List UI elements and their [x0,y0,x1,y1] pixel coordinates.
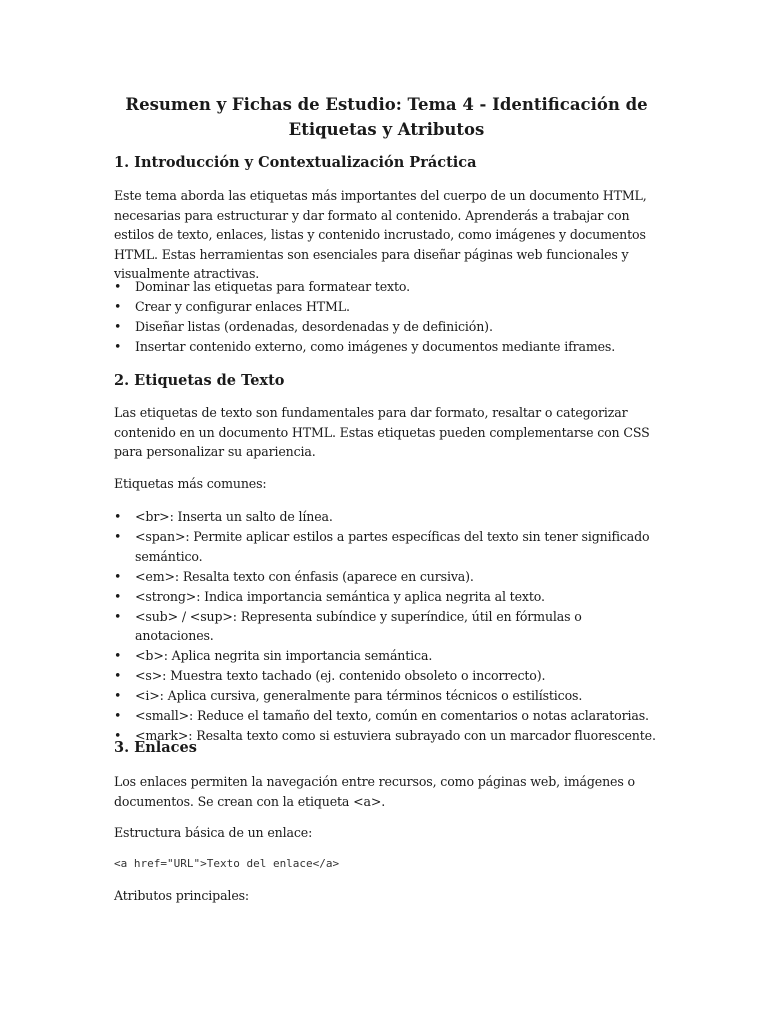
list-item: • <i>: Aplica cursiva, generalmente para términos técnicos o estilísticos. [114,686,659,706]
bullet-icon: • [114,727,122,743]
code-example: <a href="URL">Texto del enlace</a> [114,857,340,870]
list-item: • <strong>: Indica importancia semántica y aplica negrita al texto. [114,587,659,607]
bullet-icon: • [114,568,122,584]
bullet-icon: • [114,279,122,294]
document-title: Resumen y Fichas de Estudio: Tema 4 - Identificación de Etiquetas y Atributos [125,95,648,139]
bullet-icon: • [114,668,122,684]
list-item: • <span>: Permite aplicar estilos a partes específicas del texto sin tener significado semántico. [114,528,650,564]
section-heading-enlaces: 3. Enlaces [114,739,197,756]
subheading-etiquetas-comunes: Etiquetas más comunes: [114,476,267,491]
attributes-label: Atributos principales: [114,888,250,903]
list-item: • <mark>: Resalta texto como si estuviera subrayado con un marcador fluorescente. [114,726,659,746]
list-item: • <small>: Reduce el tamaño del texto, común en comentarios o notas aclaratorias. [114,706,659,726]
section-paragraph-introduccion: Este tema aborda las etiquetas más importantes del cuerpo de un documento HTML, necesarias para estructurar y dar formato al contenido. Aprenderás a trabajar con estilos de texto, enlaces, listas y contenido incrustado, como imágenes y documentos HTML. Estas herramientas son esenciales para diseñar páginas web funcionales y visualmente atractivas. [114,188,647,282]
bullet-icon: • [114,588,122,604]
bullet-icon: • [114,338,122,354]
objectives-list [114,277,659,357]
bullet-icon: • [114,509,122,524]
bullet-icon: • [114,528,122,544]
section-heading-etiquetas-texto: 2. Etiquetas de Texto [114,372,285,389]
list-item: • Dominar las etiquetas para formatear texto. [114,277,659,297]
list-item: • Diseñar listas (ordenadas, desordenadas y de definición). [114,317,659,337]
list-item: • <s>: Muestra texto tachado (ej. contenido obsoleto o incorrecto). [114,666,659,686]
list-item: • <br>: Inserta un salto de línea. [114,507,659,527]
list-item: • <em>: Resalta texto con énfasis (aparece en cursiva). [114,567,659,587]
list-item: • Insertar contenido externo, como imágenes y documentos mediante iframes. [114,337,659,357]
bullet-icon: • [114,318,122,334]
structure-label: Estructura básica de un enlace: [114,825,313,840]
bullet-icon: • [114,648,122,664]
section-paragraph-enlaces: Los enlaces permiten la navegación entre recursos, como páginas web, imágenes o documentos. Se crean con la etiqueta <a>. [114,774,635,809]
bullet-icon: • [114,708,122,724]
list-item: • <b>: Aplica negrita sin importancia semántica. [114,646,659,666]
text-tags-list [114,507,659,746]
bullet-icon: • [114,688,122,704]
list-item: • Crear y configurar enlaces HTML. [114,297,659,317]
bullet-icon: • [114,298,122,314]
list-item: • <sub> / <sup>: Representa subíndice y superíndice, útil en fórmulas o anotaciones. [114,608,582,644]
section-paragraph-etiquetas-texto: Las etiquetas de texto son fundamentales para dar formato, resaltar o categorizar contenido en un documento HTML. Estas etiquetas pueden complementarse con CSS para personalizar su apariencia. [114,405,650,460]
section-heading-introduccion: 1. Introducción y Contextualización Práctica [114,154,477,171]
bullet-icon: • [114,608,122,624]
